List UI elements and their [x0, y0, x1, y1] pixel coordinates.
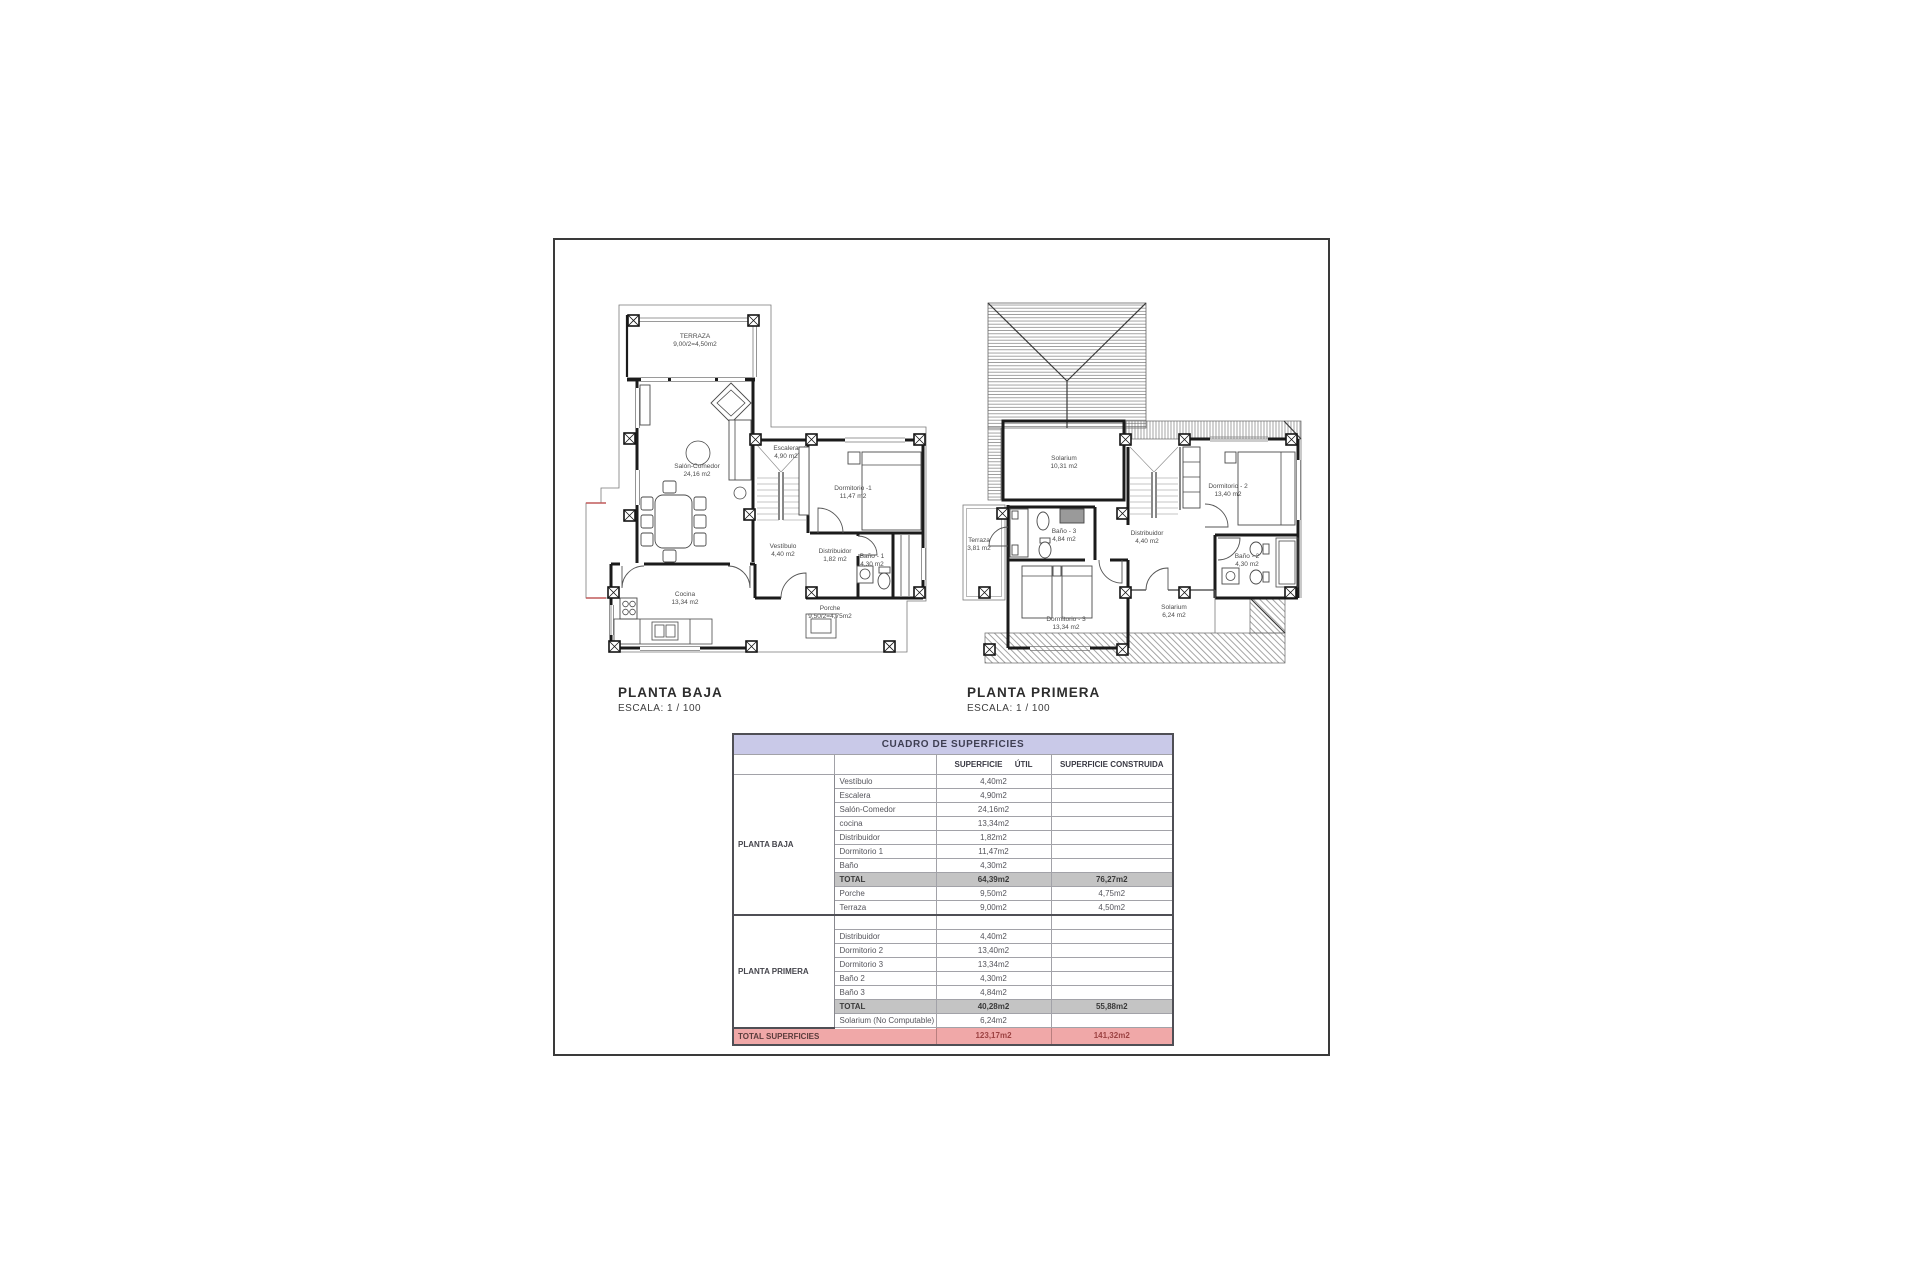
table-row: cocina 13,34m2 — [733, 817, 1173, 831]
room-label-salon: Salón-Comedor — [674, 463, 720, 470]
room-area-escalera: 4,90 m2 — [774, 453, 798, 460]
plan-scale-baja: ESCALA: 1 / 100 — [618, 703, 702, 714]
room-area-dorm2: 13,40 m2 — [1214, 491, 1242, 498]
table-row: Baño 2 4,30m2 — [733, 972, 1173, 986]
room-area-distribuidor2: 4,40 m2 — [1135, 538, 1159, 545]
room-label-solarium-top: Solarium — [1051, 455, 1077, 462]
room-label-dorm2: Dormitorio - 2 — [1208, 483, 1248, 490]
bath2-fixtures — [1222, 538, 1298, 587]
closet-dorm2 — [1183, 447, 1200, 508]
table-row: Terraza 9,00m2 4,50m2 — [733, 901, 1173, 916]
group-label-primera: PLANTA PRIMERA — [733, 915, 834, 1028]
room-label-escalera: Escalera — [773, 445, 799, 452]
plan-scale-primera: ESCALA: 1 / 100 — [967, 703, 1051, 714]
table-row: Escalera 4,90m2 — [733, 789, 1173, 803]
table-title: CUADRO DE SUPERFICIES — [733, 734, 1173, 755]
table-footer-row — [733, 1028, 1173, 1045]
table-title-row — [733, 734, 1173, 755]
table-row: Solarium (No Computable) 6,24m2 — [733, 1014, 1173, 1028]
room-label-porche: Porche — [819, 605, 841, 612]
plan-title-primera: PLANTA PRIMERA — [967, 685, 1101, 700]
planta-primera-plan — [963, 303, 1301, 714]
table-row: Dormitorio 3 13,34m2 — [733, 958, 1173, 972]
room-area-dorm1: 11,47 m2 — [839, 493, 867, 500]
room-area-solarium-low: 6,24 m2 — [1162, 612, 1186, 619]
room-area-terraza2: 3,81 m2 — [967, 545, 991, 552]
col-header-construida: SUPERFICIE CONSTRUIDA — [1051, 755, 1173, 775]
footer-construida: 141,32m2 — [1051, 1028, 1173, 1045]
room-area-dorm3: 13,34 m2 — [1052, 624, 1080, 631]
table-row — [733, 915, 1173, 930]
room-label-cocina: Cocina — [674, 591, 696, 598]
room-label-vestibulo: Vestíbulo — [769, 543, 797, 550]
roof-hatch — [988, 303, 1146, 500]
room-label-distribuidor2: Distribuidor — [1130, 530, 1164, 537]
room-label-bano2: Baño - 2 — [1234, 553, 1260, 560]
planta-baja-plan — [586, 305, 926, 714]
table-row: Salón-Comedor 24,16m2 — [733, 803, 1173, 817]
table-row: Distribuidor 4,40m2 — [733, 930, 1173, 944]
eave-strip-top — [1126, 421, 1301, 439]
room-area-salon: 24,16 m2 — [683, 471, 711, 478]
surfaces-table — [732, 733, 1172, 1046]
table-row: Porche 9,50m2 4,75m2 — [733, 887, 1173, 901]
table-total-row: TOTAL 64,39m2 76,27m2 — [733, 873, 1173, 887]
room-label-distribuidor: Distribuidor — [818, 548, 852, 555]
room-label-terraza2: Terraza — [968, 537, 990, 544]
section-mark-red — [586, 503, 606, 598]
table-row: Baño 3 4,84m2 — [733, 986, 1173, 1000]
room-area-bano3: 4,84 m2 — [1052, 536, 1076, 543]
room-area-bano1: 4,30 m2 — [860, 561, 884, 568]
plan-title-baja: PLANTA BAJA — [618, 685, 723, 700]
table-row: Baño 4,30m2 — [733, 859, 1173, 873]
col-header-util: SUPERFICIE ÚTIL — [936, 755, 1051, 775]
room-label-dorm1: Dormitorio -1 — [834, 485, 872, 492]
bedroom3-furniture — [1022, 566, 1092, 618]
table-header-row — [733, 755, 1173, 775]
room-label-bano1: Baño - 1 — [859, 553, 885, 560]
room-area-distribuidor: 1,82 m2 — [823, 556, 847, 563]
table-row: Distribuidor 1,82m2 — [733, 831, 1173, 845]
table-row: Dormitorio 1 11,47m2 — [733, 845, 1173, 859]
group-label-baja: PLANTA BAJA — [733, 775, 834, 916]
room-area-solarium-top: 10,31 m2 — [1050, 463, 1078, 470]
room-area-bano2: 4,30 m2 — [1235, 561, 1259, 568]
room-label-dorm3: Dormitorio - 3 — [1046, 616, 1086, 623]
room-area-porche: 9,50/2=4,75m2 — [808, 613, 852, 620]
room-label-bano3: Baño - 3 — [1051, 528, 1077, 535]
footer-util: 123,17m2 — [936, 1028, 1051, 1045]
table-total-row: TOTAL 40,28m2 55,88m2 — [733, 1000, 1173, 1014]
room-label-solarium-low: Solarium — [1161, 604, 1187, 611]
room-label-terraza: TERRAZA — [679, 333, 711, 340]
room-area-vestibulo: 4,40 m2 — [771, 551, 795, 558]
room-area-terraza: 9,00/2=4,50m2 — [673, 341, 717, 348]
footer-label: TOTAL SUPERFICIES — [733, 1028, 936, 1045]
table-row: Dormitorio 2 13,40m2 — [733, 944, 1173, 958]
table-row: PLANTA BAJA Vestíbulo 4,40m2 — [733, 775, 1173, 789]
stairs-primera — [1130, 447, 1178, 518]
room-area-cocina: 13,34 m2 — [671, 599, 699, 606]
